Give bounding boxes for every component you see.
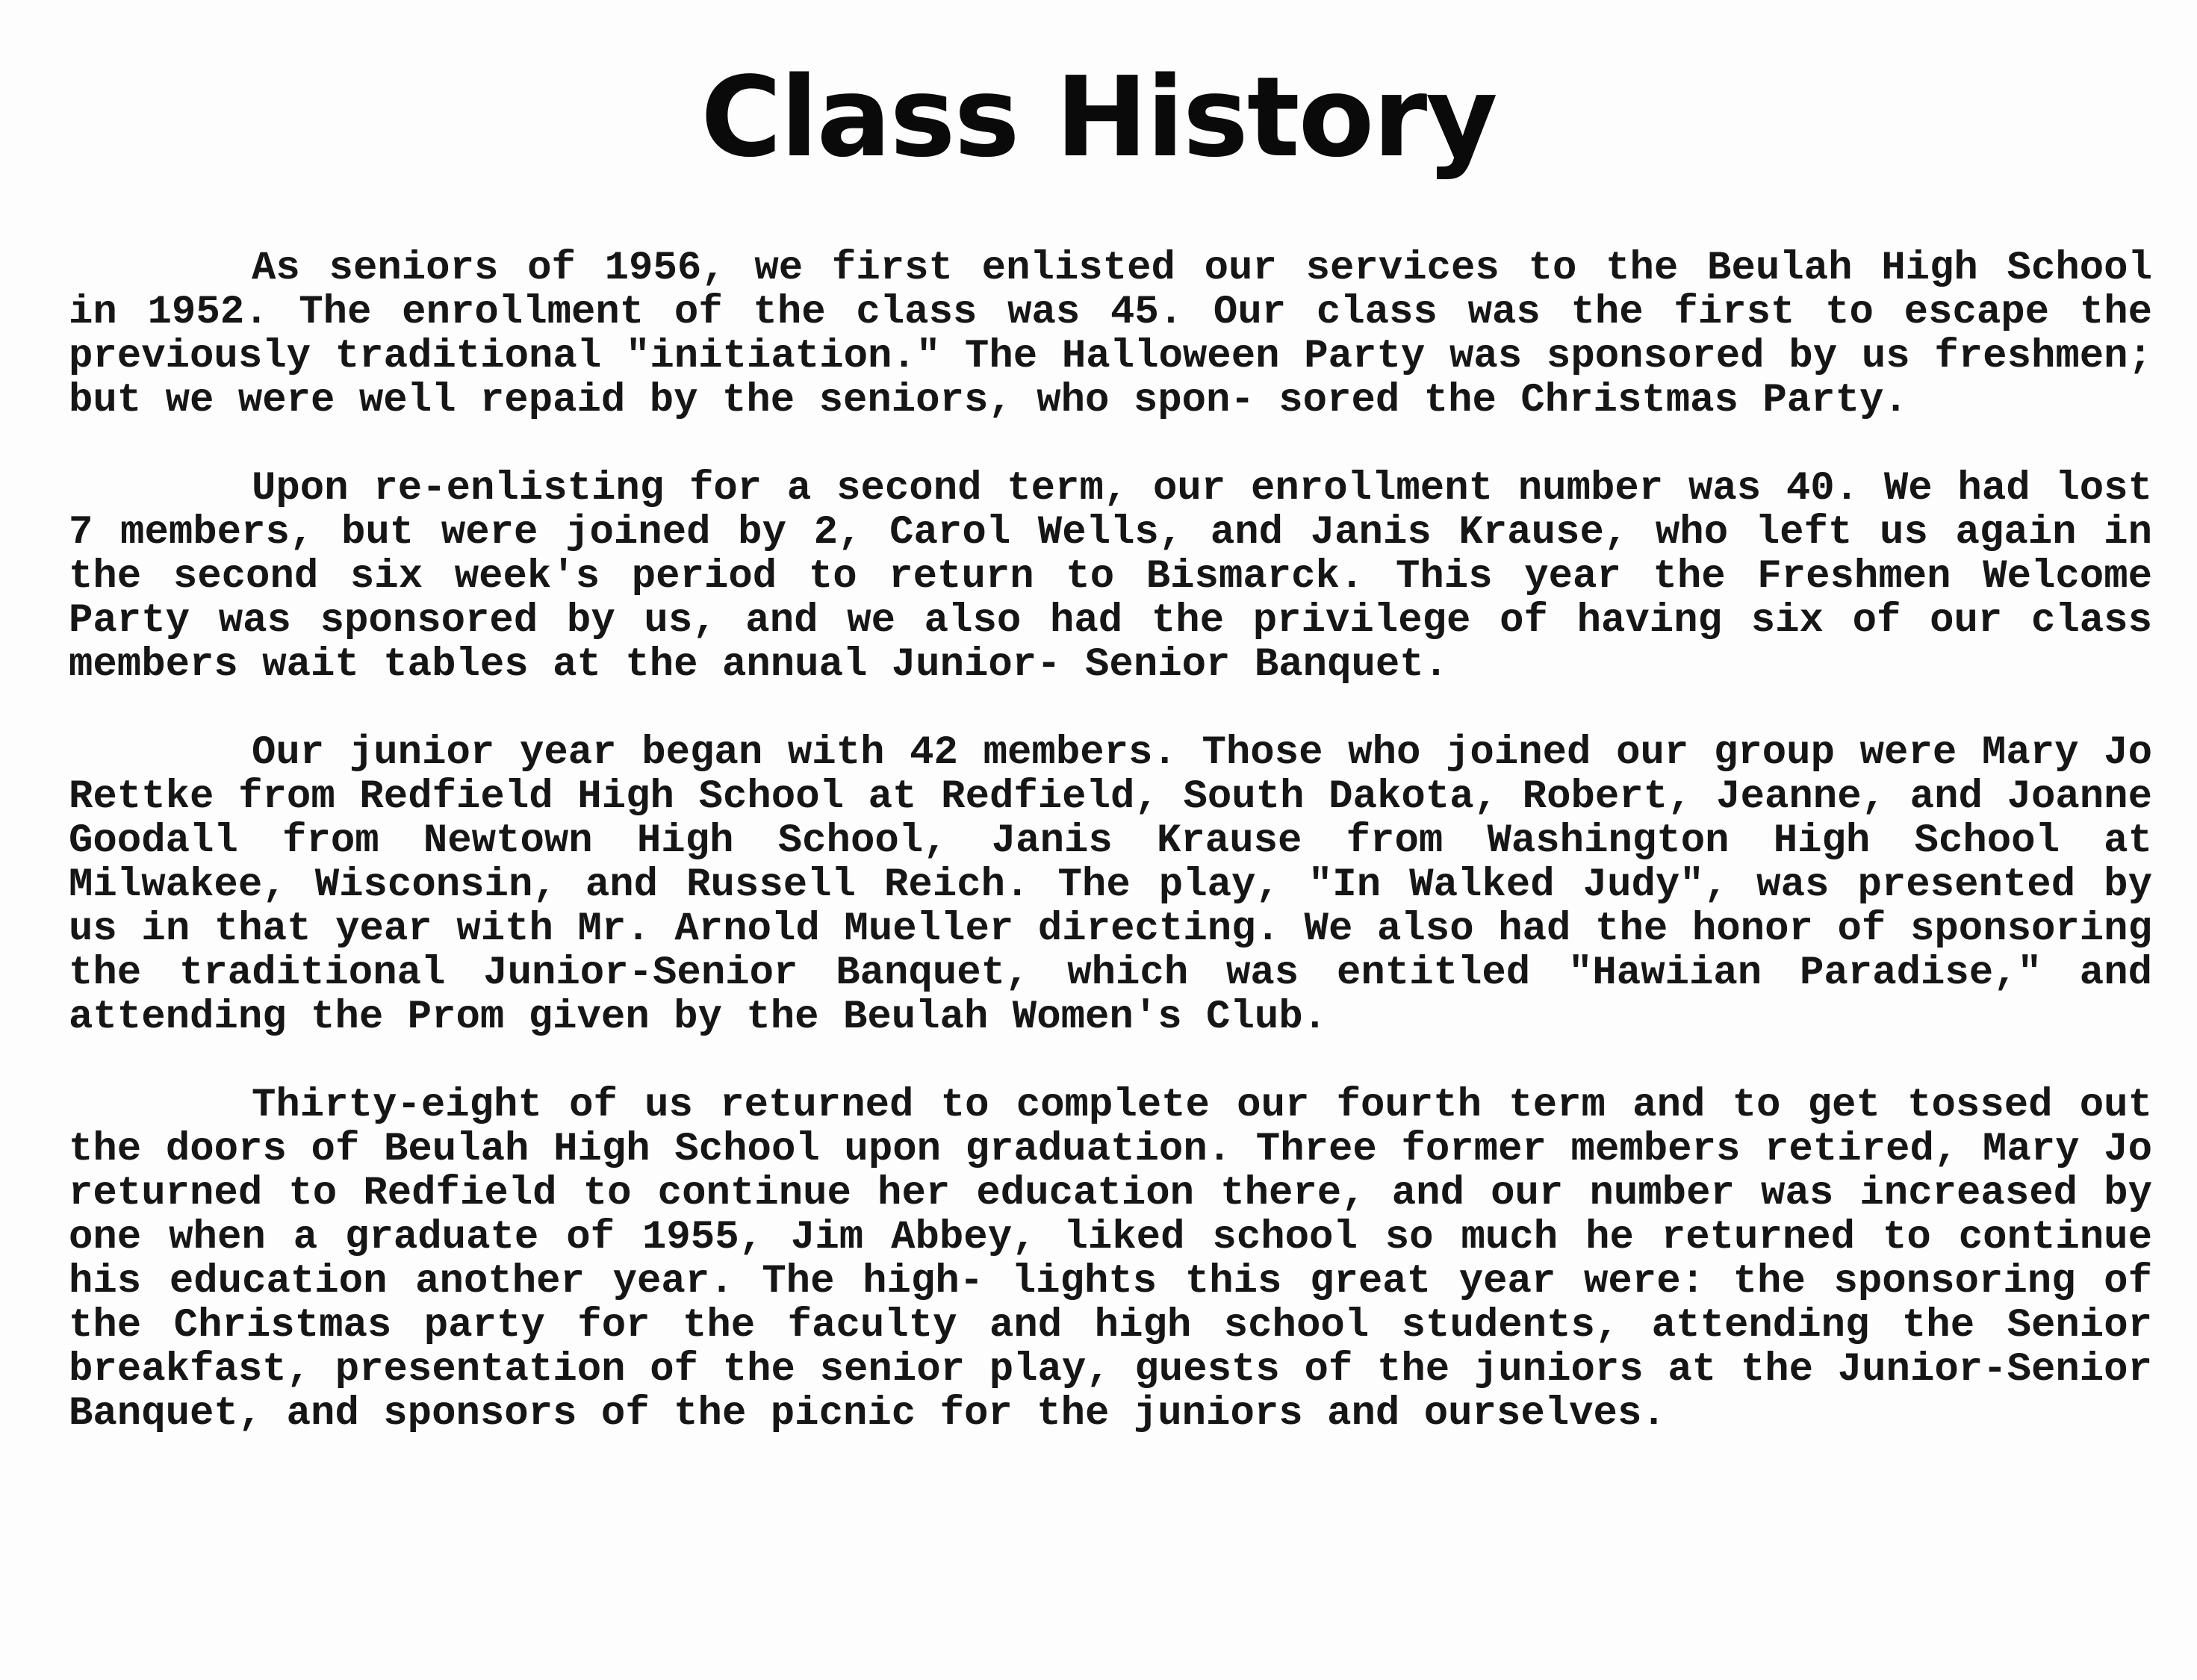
- paragraph-senior-year: Thirty-eight of us returned to complete our fourth term and to get tossed out the doors of Beulah High School upon graduation. Three former members retired, Mary Jo returned to Redfield to continue her education there, and our number was increased by one when a graduate of 1955, Jim Abbey, liked school so much he returned to continue his education another year. The high- lights this great year were: the sponsoring of the Christmas party for the faculty and high school students, attending the Senior breakfast, presentation of the senior play, guests of the juniors at the Junior-Senior Banquet, and sponsors of the picnic for the juniors and ourselves.: [69, 1083, 2152, 1437]
- paragraph-freshman-year: As seniors of 1956, we first enlisted our services to the Beulah High School in 1952. The enrollment of the class was 45. Our class was the first to escape the previously traditional "initiation." The Halloween Party was sponsored by us freshmen; but we were well repaid by the seniors, who spon- sored the Christmas Party.: [69, 246, 2152, 423]
- paragraph-sophomore-year: Upon re-enlisting for a second term, our enrollment number was 40. We had lost 7 members, but were joined by 2, Carol Wells, and Janis Krause, who left us again in the second six week's period to return to Bismarck. This year the Freshmen Welcome Party was sponsored by us, and we also had the privilege of having six of our class members wait tables at the annual Junior- Senior Banquet.: [69, 466, 2152, 688]
- page-title: Class History: [700, 53, 1497, 181]
- paragraph-junior-year: Our junior year began with 42 members. Those who joined our group were Mary Jo Rettke from Redfield High School at Redfield, South Dakota, Robert, Jeanne, and Joanne Goodall from Newtown High School, Janis Krause from Washington High School at Milwakee, Wisconsin, and Russell Reich. The play, "In Walked Judy", was presented by us in that year with Mr. Arnold Mueller directing. We also had the honor of sponsoring the traditional Junior-Senior Banquet, which was entitled "Hawiian Paradise," and attending the Prom given by the Beulah Women's Club.: [69, 730, 2152, 1040]
- document-body: [69, 246, 2152, 1436]
